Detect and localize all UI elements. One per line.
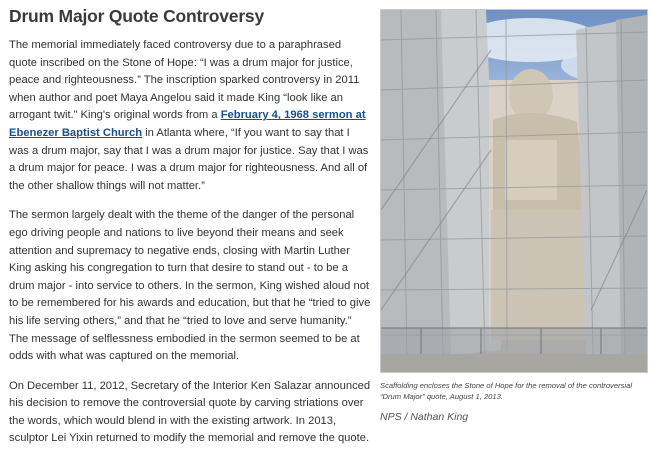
- sermon-link[interactable]: February 4, 1968 sermon at Ebenezer Baptist Church: [9, 109, 366, 139]
- paragraph-quote-controversy: [9, 37, 371, 195]
- figure-caption: Scaffolding encloses the Stone of Hope for the removal of the controversial “Drum Major” quote, August 1, 2013.: [380, 381, 633, 401]
- figure: [380, 9, 648, 423]
- photo-credit: NPS / Nathan King: [380, 411, 469, 423]
- memorial-scaffolding-photo: [380, 9, 648, 373]
- article: [9, 6, 371, 460]
- paragraph-sermon-theme: The sermon largely dealt with the theme of the danger of the personal ego driving people and nations to live beyond their means and seek attention and supremacy to negative ends, closing with Martin Luther King asking his congregation to turn that desire to stand out - to be a drum major - into service to others. In the sermon, King wished aloud not to be remembered for his awards and education, but that he “tried to give his life serving others,” and that he “tried to love and serve humanity.” The message of selflessness embodied in the sermon seemed to be at odds with what was captured on the memorial.: [9, 209, 371, 363]
- photo-illustration: [381, 10, 647, 372]
- paragraph-quote-removal: On December 11, 2012, Secretary of the Interior Ken Salazar announced his decision to remove the controversial quote by carving striations over the words, which would blend in with the existing artwork. In 2013, sculptor Lei Yixin returned to modify the memorial and remove the quote.: [9, 379, 371, 445]
- article-title: Drum Major Quote Controversy: [9, 6, 264, 26]
- paragraph-text-before-link: The memorial immediately faced controversy due to a paraphrased quote inscribed on the Stone of Hope: “I was a drum major for justice, peace and righteousness.” The inscription sparked controversy in 2011 when author and poet Maya Angelou said it made King “look like an arrogant twit.” King's original words from a: [9, 39, 360, 122]
- paragraph-text-after-link: in Atlanta where, “If you want to say that I was a drum major, say that I was a drum major for justice. Say that I was a drum major for peace. I was a drum major for righteousness. And all of the other shallow things will not matter.”: [9, 126, 369, 192]
